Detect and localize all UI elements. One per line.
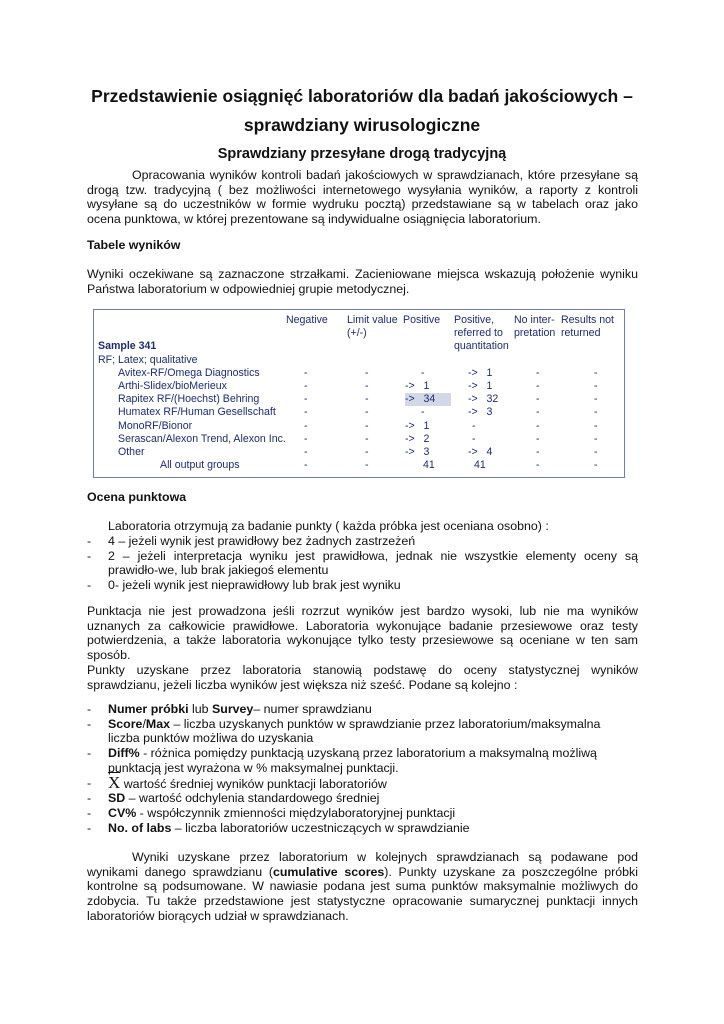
bullet-dash: - — [87, 716, 92, 731]
cell-value: -> 3 — [468, 406, 493, 419]
cell-value: - — [594, 406, 598, 419]
bullet-dash: - — [87, 820, 92, 835]
cell — [514, 433, 561, 446]
definition: – wartość odchylenia standardowego średniej — [125, 791, 380, 806]
column-header: Positive, — [454, 314, 495, 326]
cell — [561, 420, 623, 433]
cell — [403, 459, 454, 472]
method-name: Avitex-RF/Omega Diagnostics — [118, 366, 260, 379]
column-header: quantitation — [454, 340, 509, 353]
cell — [403, 420, 454, 433]
cell — [403, 380, 454, 393]
definition-item — [87, 806, 627, 821]
header-blank — [98, 327, 286, 340]
table-row — [98, 446, 623, 459]
column-header: Results not — [561, 314, 614, 326]
final-text-1: Wyniki uzyskane przez laboratorium w kolejnych sprawdzianach są podawane pod wynikami danego sprawdzianu ( — [87, 850, 638, 879]
group-label: RF; Latex; qualitative — [98, 353, 198, 366]
table-row — [98, 420, 623, 433]
cell-value: -> 34 — [405, 393, 451, 406]
definition: – liczba uzyskanych punktów w sprawdzianie przez laboratorium/maksymalna liczba punktów możliwa do uzyskania — [108, 716, 601, 746]
cell — [514, 393, 561, 406]
score-item — [87, 578, 638, 593]
cell — [514, 420, 561, 433]
cell — [347, 420, 403, 433]
column-header — [561, 340, 623, 353]
cell-value: 41 — [423, 459, 435, 472]
method-name: Arthi-Slidex/bioMerieux — [118, 380, 227, 393]
column-header — [286, 327, 347, 340]
header-row — [98, 314, 623, 327]
column-header: referred to — [454, 327, 503, 340]
results-grid — [98, 314, 623, 472]
cell — [286, 433, 347, 446]
cell — [286, 380, 347, 393]
bullet-dash: - — [87, 775, 92, 790]
cell-value: - — [594, 366, 598, 379]
method-name: Serascan/Alexon Trend, Alexon Inc. — [118, 432, 286, 445]
column-header: No inter- — [514, 314, 555, 326]
definition-item — [87, 791, 627, 806]
cell-value: - — [365, 393, 369, 406]
cell — [347, 459, 403, 472]
cell-value: - — [536, 459, 540, 472]
cell-value: - — [594, 419, 598, 432]
cell — [454, 433, 514, 446]
cell — [403, 446, 454, 459]
separator: / — [142, 716, 146, 731]
cell-value: - — [536, 432, 540, 445]
definitions-list — [87, 702, 627, 835]
cell-value: - — [365, 432, 369, 445]
column-header: pretation — [514, 327, 556, 340]
cell — [561, 433, 623, 446]
table-row — [98, 380, 623, 393]
column-header: Positive — [403, 314, 441, 326]
column-header — [347, 340, 403, 353]
cell — [561, 393, 623, 406]
cell — [561, 459, 623, 472]
group-row — [98, 354, 623, 367]
column-header — [403, 327, 454, 340]
final-paragraph — [87, 850, 638, 924]
subtitle: Sprawdziany przesyłane drogą tradycyjną — [217, 146, 507, 162]
cell-value: - — [421, 366, 425, 379]
cell — [403, 406, 454, 419]
cell-value: - — [304, 432, 308, 445]
tables-heading: Tabele wyników — [87, 238, 181, 252]
cell — [347, 380, 403, 393]
cell-value: - — [536, 406, 540, 419]
table-row — [98, 393, 623, 406]
cell — [403, 393, 454, 406]
total-row — [98, 459, 623, 472]
cell — [347, 367, 403, 380]
cell-value: -> 1 — [405, 419, 430, 432]
term: Diff% — [108, 746, 140, 761]
cell — [561, 367, 623, 380]
cell — [514, 406, 561, 419]
cell — [347, 433, 403, 446]
cell — [403, 433, 454, 446]
cell — [286, 446, 347, 459]
cell-value: - — [365, 366, 369, 379]
cell-value: -> 4 — [468, 446, 493, 459]
method-name: All output groups — [160, 459, 240, 472]
term: Survey — [211, 702, 254, 716]
final-bold: cumulative scores — [272, 864, 385, 879]
cell-value: 41 — [474, 459, 486, 472]
table-row — [98, 433, 623, 446]
cell-value: -> 2 — [405, 432, 430, 445]
score-list — [87, 534, 638, 593]
score-item — [87, 549, 638, 578]
cell — [454, 459, 514, 472]
bullet-dash: - — [87, 805, 92, 820]
cell-value: - — [365, 380, 369, 393]
intro-paragraph: Opracowania wyników kontroli badań jakościowych w sprawdzianach, które przesyłane są drogą tzw. tradycyjną ( bez możliwości internetowego wysyłania wyników, a raporty z kontroli wysyłane są do uczestników w formie wydruku pocztą) przedstawiane są w tabelach oraz jako ocena punktowa, w której prezentowane są indywidualne osiągnięcia laboratorium. — [87, 168, 638, 227]
cell — [347, 446, 403, 459]
score-item-text: 2 – jeżeli interpretacja wyniku jest prawidłowa, jednak nie wszystkie elementy oceny są prawidło-we, lub brak jakiegoś elementu — [108, 548, 638, 578]
term: CV% — [108, 805, 137, 820]
cell-value: - — [304, 366, 308, 379]
cell-value: - — [536, 419, 540, 432]
column-header: Limit value — [347, 314, 398, 326]
term: Numer próbki — [108, 702, 189, 716]
cell-value: - — [365, 406, 369, 419]
score-item-text: 4 – jeżeli wynik jest prawidłowy bez żadnych zastrzeżeń — [108, 534, 416, 548]
definition: – numer sprawdzianu — [253, 702, 372, 716]
cell — [347, 406, 403, 419]
cell-value: - — [594, 446, 598, 459]
cell-value: -> 32 — [468, 393, 499, 406]
definition-item — [87, 772, 627, 792]
table-row — [98, 367, 623, 380]
cell-value: - — [304, 393, 308, 406]
cell — [286, 459, 347, 472]
score-heading: Ocena punktowa — [87, 490, 187, 504]
cell-value: - — [365, 419, 369, 432]
cell-value: - — [365, 446, 369, 459]
cell-value: - — [536, 380, 540, 393]
title-line-2: sprawdziany wirusologiczne — [243, 115, 481, 135]
cell-value: - — [536, 366, 540, 379]
cell — [454, 446, 514, 459]
cell-value: - — [304, 446, 308, 459]
sample-label: Sample 341 — [98, 340, 157, 353]
results-table — [93, 309, 625, 478]
bullet-dash: - — [87, 791, 92, 806]
column-header: Negative — [286, 314, 328, 326]
term: Max — [145, 716, 170, 731]
column-header — [286, 340, 347, 353]
cell — [514, 367, 561, 380]
cell — [454, 367, 514, 380]
cell-value: - — [594, 459, 598, 472]
cell-value: - — [472, 432, 476, 445]
cell — [514, 459, 561, 472]
score-item — [87, 534, 638, 549]
term: Score — [108, 716, 143, 731]
cell-value: - — [365, 459, 369, 472]
tables-text: Wyniki oczekiwane są zaznaczone strzałkami. Zacieniowane miejsca wskazują położenie wyniku Państwa laboratorium w odpowiedniej grupie metodycznej. — [87, 267, 638, 296]
cell-value: - — [421, 406, 425, 419]
header-row — [98, 340, 623, 353]
cell — [561, 380, 623, 393]
cell — [514, 446, 561, 459]
cell — [403, 367, 454, 380]
cell — [454, 393, 514, 406]
bullet-dash: - — [87, 548, 92, 563]
definition: - współczynnik zmienności międzylaboratoryjnej punktacji — [136, 805, 456, 820]
final-text-2: ). Punkty uzyskane za poszczególne próbki kontrolne są podsumowane. W nawiasie podana jest suma punktów maksymalnie możliwych do zdobycia. Tu także przedstawione jest statystyczne opracowanie sumarycznej punktacji innych laboratoriów biorących udział w sprawdzianach. — [87, 864, 638, 923]
cell-value: - — [304, 459, 308, 472]
definition: - różnica pomiędzy punktacją uzyskaną przez laboratorium a maksymalną możliwą punktacją jest wyrażona w % maksymalnej punktacji. — [108, 746, 597, 775]
cell-value: -> 3 — [405, 446, 430, 459]
cell-value: -> 1 — [468, 380, 493, 393]
bullet-dash: - — [87, 702, 92, 716]
definition: – liczba laboratoriów uczestniczących w sprawdzianie — [171, 820, 470, 835]
separator: lub — [188, 702, 212, 716]
header-blank — [98, 314, 286, 327]
cell-value: -> 1 — [405, 380, 430, 393]
method-name: Other — [118, 446, 145, 459]
cell — [286, 367, 347, 380]
definition-item — [87, 821, 627, 836]
column-header — [403, 340, 454, 353]
cell — [286, 420, 347, 433]
cell-value: - — [594, 393, 598, 406]
score-item-text: 0- jeżeli wynik jest nieprawidłowy lub brak jest wyniku — [108, 578, 401, 593]
header-row — [98, 327, 623, 340]
method-name: Rapitex RF/(Hoechst) Behring — [118, 393, 260, 406]
cell-value: - — [594, 380, 598, 393]
cell — [514, 380, 561, 393]
definition-item — [87, 702, 627, 717]
column-header — [514, 340, 561, 353]
cell-value: - — [536, 446, 540, 459]
definition: wartość średniej wyników punktacji laboratoriów — [120, 776, 387, 791]
cell — [454, 380, 514, 393]
cell-value: - — [594, 432, 598, 445]
column-header: (+/-) — [347, 327, 367, 340]
method-name: MonoRF/Bionor — [118, 419, 193, 432]
cell-value: - — [304, 380, 308, 393]
table-row — [98, 406, 623, 419]
bullet-dash: - — [87, 578, 92, 593]
cell — [347, 393, 403, 406]
cell — [286, 406, 347, 419]
cell-value: -> 1 — [468, 366, 493, 379]
cell — [286, 393, 347, 406]
mean-symbol: $\overline{X}$ — [108, 772, 121, 792]
cell-value: - — [304, 406, 308, 419]
cell-value: - — [304, 419, 308, 432]
points-paragraph: Punkty uzyskane przez laboratoria stanowią podstawę do oceny statystycznej wyników sprawdzianu, jeżeli liczba wyników jest większa niż sześć. Podane są kolejno : — [87, 663, 638, 692]
cell-value: - — [472, 419, 476, 432]
definition-item — [87, 746, 627, 775]
cell — [454, 420, 514, 433]
cell — [561, 406, 623, 419]
title-line-1: Przedstawienie osiągnięć laboratoriów dla badań jakościowych – — [91, 86, 633, 106]
definition-item — [87, 717, 627, 746]
score-intro: Laboratoria otrzymują za badanie punkty ( każda próbka jest oceniana osobno) : — [108, 519, 549, 533]
scoring-paragraph: Punktacja nie jest prowadzona jeśli rozrzut wyników jest bardzo wysoki, lub nie ma wyników uznanych za całkowicie prawidłowe. Laboratoria wykonujące badanie przesiewowe oraz testy potwierdzenia, a także laboratoria wykonujące tylko testy przesiewowe są oceniane w ten sam sposób. — [87, 604, 638, 663]
bullet-dash: - — [87, 746, 92, 761]
term: SD — [108, 791, 126, 806]
method-name: Humatex RF/Human Gesellschaft — [118, 406, 276, 419]
term: No. of labs — [108, 820, 172, 835]
cell — [454, 406, 514, 419]
column-header: returned — [561, 327, 601, 340]
cell-value: - — [536, 393, 540, 406]
cell — [561, 446, 623, 459]
bullet-dash: - — [87, 534, 92, 548]
